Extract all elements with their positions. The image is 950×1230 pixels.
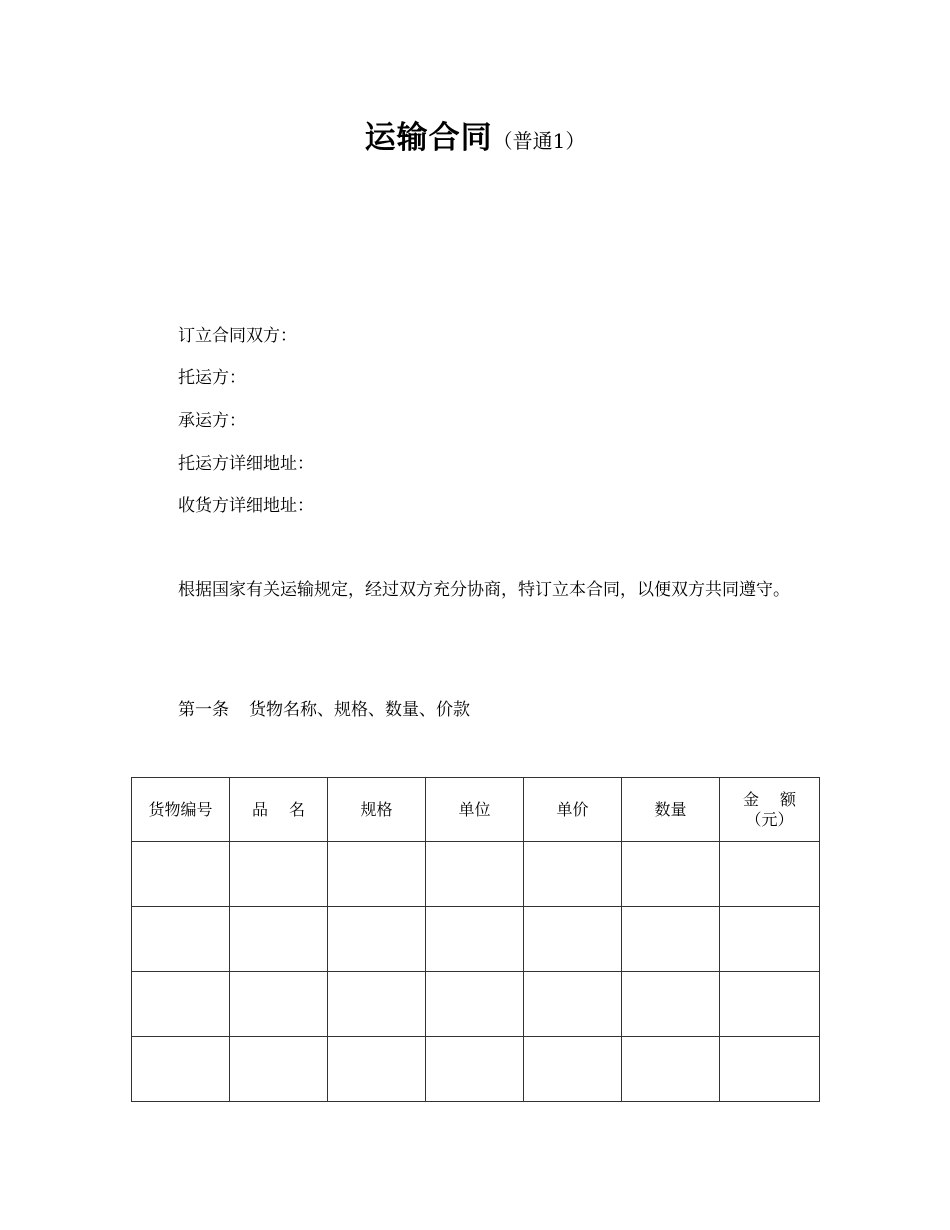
article-1-title: 货物名称、规格、数量、价款 xyxy=(249,700,470,720)
table-cell xyxy=(524,1037,622,1102)
table-cell xyxy=(524,842,622,907)
table-cell xyxy=(230,1037,328,1102)
header-goods-number: 货物编号 xyxy=(132,778,230,842)
goods-table xyxy=(131,777,820,1102)
document-subtitle: （普通1） xyxy=(492,129,586,153)
table-cell xyxy=(426,907,524,972)
header-unit-price: 单价 xyxy=(524,778,622,842)
article-1-heading xyxy=(178,695,470,720)
goods-table-header-row xyxy=(132,778,820,842)
intro-paragraph: 根据国家有关运输规定，经过双方充分协商，特订立本合同，以便双方共同遵守。 xyxy=(178,580,790,600)
header-amount-unit: （元） xyxy=(745,809,794,829)
table-cell xyxy=(622,1037,720,1102)
table-row xyxy=(132,842,820,907)
table-row xyxy=(132,1037,820,1102)
document-title: 运输合同 xyxy=(364,120,493,156)
header-product-name: 品 名 xyxy=(230,778,328,842)
table-cell xyxy=(230,842,328,907)
header-specification: 规格 xyxy=(328,778,426,842)
table-cell xyxy=(720,907,820,972)
table-cell xyxy=(132,1037,230,1102)
table-row xyxy=(132,907,820,972)
table-cell xyxy=(230,972,328,1037)
table-cell xyxy=(622,842,720,907)
parties-heading: 订立合同双方： xyxy=(178,326,297,346)
table-cell xyxy=(524,972,622,1037)
document-title-row xyxy=(0,112,950,157)
shipper-address-field: 托运方详细地址： xyxy=(178,454,314,474)
table-cell xyxy=(720,972,820,1037)
table-cell xyxy=(426,842,524,907)
table-cell xyxy=(328,1037,426,1102)
table-cell xyxy=(720,842,820,907)
header-amount xyxy=(720,778,820,842)
table-cell xyxy=(720,1037,820,1102)
carrier-field: 承运方： xyxy=(178,411,246,431)
table-cell xyxy=(524,907,622,972)
table-cell xyxy=(622,972,720,1037)
table-cell xyxy=(622,907,720,972)
article-1-number: 第一条 xyxy=(178,700,229,720)
header-unit: 单位 xyxy=(426,778,524,842)
shipper-field: 托运方： xyxy=(178,368,246,388)
table-cell xyxy=(328,907,426,972)
table-cell xyxy=(328,842,426,907)
table-cell xyxy=(230,907,328,972)
consignee-address-field: 收货方详细地址： xyxy=(178,496,314,516)
header-amount-label: 金 额 xyxy=(742,789,797,809)
table-row xyxy=(132,972,820,1037)
table-cell xyxy=(426,972,524,1037)
table-cell xyxy=(132,972,230,1037)
table-cell xyxy=(426,1037,524,1102)
table-cell xyxy=(132,842,230,907)
header-quantity: 数量 xyxy=(622,778,720,842)
table-cell xyxy=(132,907,230,972)
table-cell xyxy=(328,972,426,1037)
